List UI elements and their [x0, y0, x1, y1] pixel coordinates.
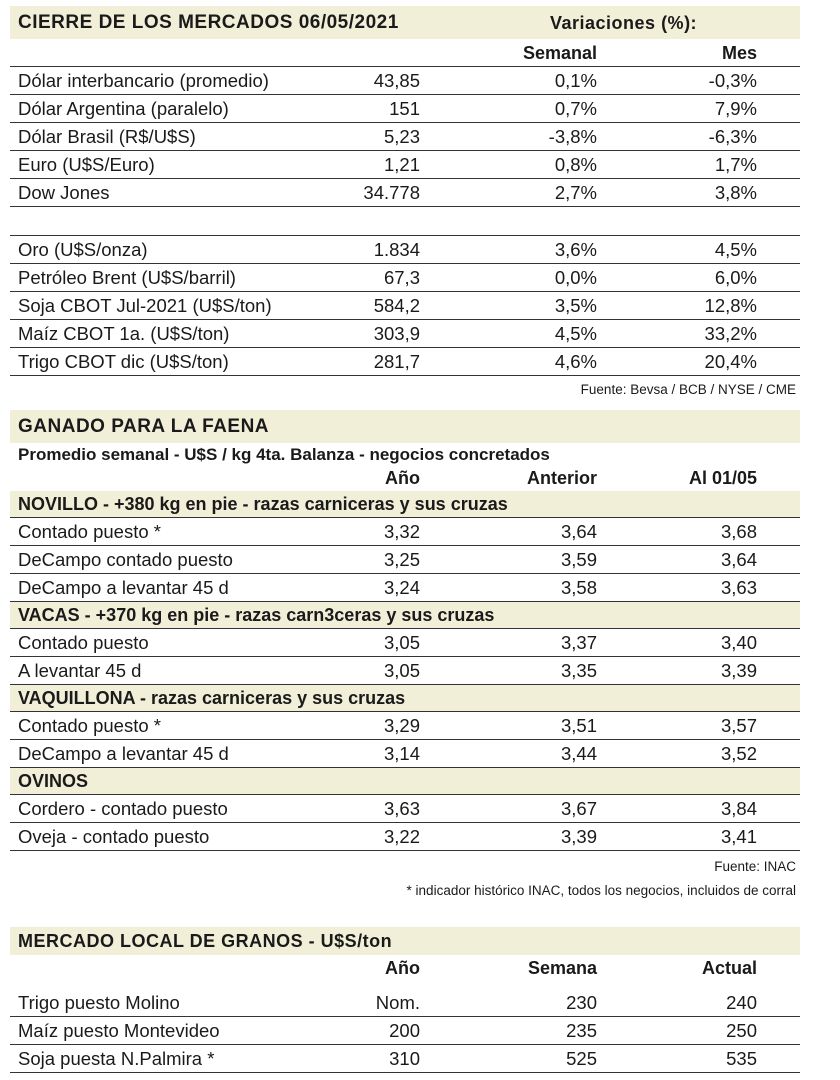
table-row [10, 1045, 800, 1073]
row-label: Petróleo Brent (U$S/barril) [18, 267, 236, 288]
row-value-3: 3,57 [720, 715, 757, 736]
row-value-3: 33,2% [704, 323, 757, 344]
cattle-title: GANADO PARA LA FAENA [10, 410, 800, 443]
row-value-2: 4,6% [554, 351, 597, 372]
row-value-1: 310 [389, 1048, 420, 1069]
row-value-1: Nom. [375, 992, 420, 1013]
row-label: DeCampo contado puesto [18, 549, 233, 570]
table-row [10, 795, 800, 823]
table-row [10, 95, 800, 123]
table-row [10, 740, 800, 768]
row-value-2: 525 [566, 1048, 597, 1069]
col-al: Al 01/05 [688, 468, 757, 488]
row-value-3: 3,41 [720, 826, 757, 847]
row-label: Euro (U$S/Euro) [18, 154, 155, 175]
markets-section [10, 6, 800, 397]
row-value-2: 3,37 [560, 632, 597, 653]
markets-source: Fuente: Bevsa / BCB / NYSE / CME [580, 382, 796, 397]
markets-title: CIERRE DE LOS MERCADOS 06/05/2021 [18, 12, 399, 33]
row-value-1: 3,05 [383, 632, 420, 653]
row-label: Soja puesta N.Palmira * [18, 1048, 215, 1069]
row-label: DeCampo a levantar 45 d [18, 743, 229, 764]
grains-spacer [10, 981, 800, 989]
row-value-2: -3,8% [548, 126, 597, 147]
cattle-group-header: VAQUILLONA - razas carniceras y sus cruzas [10, 685, 800, 712]
col-ano: Año [385, 958, 420, 978]
row-value-1: 281,7 [373, 351, 420, 372]
row-value-3: 240 [726, 992, 757, 1013]
row-value-2: 3,44 [560, 743, 597, 764]
row-value-2: 3,67 [560, 798, 597, 819]
row-value-2: 3,35 [560, 660, 597, 681]
table-row [10, 823, 800, 851]
table-row [10, 264, 800, 292]
row-label: Oro (U$S/onza) [18, 239, 148, 260]
row-value-1: 34.778 [363, 182, 420, 203]
table-row [10, 546, 800, 574]
row-value-1: 3,63 [383, 798, 420, 819]
row-value-2: 0,1% [554, 70, 597, 91]
row-value-1: 3,32 [383, 521, 420, 542]
row-value-1: 584,2 [373, 295, 420, 316]
row-value-2: 3,39 [560, 826, 597, 847]
cattle-section [10, 410, 800, 898]
row-value-1: 3,25 [383, 549, 420, 570]
row-label: Trigo CBOT dic (U$S/ton) [18, 351, 229, 372]
row-value-3: 3,8% [714, 182, 757, 203]
row-value-2: 2,7% [554, 182, 597, 203]
row-value-1: 200 [389, 1020, 420, 1041]
table-row [10, 518, 800, 546]
row-value-3: -6,3% [708, 126, 757, 147]
row-value-1: 303,9 [373, 323, 420, 344]
row-label: Trigo puesto Molino [18, 992, 180, 1013]
table-row [10, 292, 800, 320]
row-value-2: 3,6% [554, 239, 597, 260]
row-label: DeCampo a levantar 45 d [18, 577, 229, 598]
grains-section [10, 927, 800, 1073]
row-value-2: 235 [566, 1020, 597, 1041]
row-label: Dow Jones [18, 182, 110, 203]
row-value-2: 3,64 [560, 521, 597, 542]
table-row [10, 989, 800, 1017]
table-row [10, 574, 800, 602]
cattle-group-header: OVINOS [10, 768, 800, 795]
cattle-group-header: VACAS - +370 kg en pie - razas carn3ceras y sus cruzas [10, 602, 800, 629]
col-actual: Actual [701, 958, 757, 978]
row-label: Dólar Brasil (R$/U$S) [18, 126, 196, 147]
table-row [10, 123, 800, 151]
table-row [10, 151, 800, 179]
row-value-3: 535 [726, 1048, 757, 1069]
row-value-3: 12,8% [704, 295, 757, 316]
table-row [10, 1017, 800, 1045]
row-value-1: 3,29 [383, 715, 420, 736]
markets-header [10, 6, 800, 39]
row-value-1: 3,14 [383, 743, 420, 764]
cattle-subtitle: Promedio semanal - U$S / kg 4ta. Balanza - negocios concretados [18, 445, 550, 464]
row-label: Oveja - contado puesto [18, 826, 210, 847]
row-value-3: 4,5% [714, 239, 757, 260]
row-label: Contado puesto * [18, 521, 161, 542]
cattle-note: * indicador histórico INAC, todos los negocios, incluidos de corral [406, 883, 796, 898]
row-value-1: 3,22 [383, 826, 420, 847]
grains-column-headers [10, 955, 800, 981]
grains-rows [10, 989, 800, 1073]
row-value-1: 1,21 [383, 154, 420, 175]
row-value-3: 3,63 [720, 577, 757, 598]
row-value-1: 1.834 [373, 239, 420, 260]
markets-column-headers [10, 39, 800, 67]
row-value-3: 3,84 [720, 798, 757, 819]
table-row [10, 179, 800, 207]
cattle-column-headers [10, 467, 800, 491]
table-row [10, 629, 800, 657]
table-row [10, 320, 800, 348]
row-label: Maíz puesto Montevideo [18, 1020, 220, 1041]
spacer-row [10, 207, 800, 236]
row-value-3: -0,3% [708, 70, 757, 91]
row-value-1: 43,85 [373, 70, 420, 91]
row-value-3: 3,40 [720, 632, 757, 653]
markets-group-a [10, 67, 800, 207]
table-row [10, 236, 800, 264]
col-anterior: Anterior [526, 468, 597, 488]
markets-group-b [10, 236, 800, 376]
row-label: Dólar interbancario (promedio) [18, 70, 269, 91]
row-value-2: 230 [566, 992, 597, 1013]
row-value-1: 67,3 [383, 267, 420, 288]
col-semana: Semana [527, 958, 597, 978]
row-label: Cordero - contado puesto [18, 798, 228, 819]
row-value-3: 6,0% [714, 267, 757, 288]
grains-title: MERCADO LOCAL DE GRANOS - U$S/ton [10, 927, 800, 955]
row-value-3: 3,39 [720, 660, 757, 681]
row-value-2: 3,5% [554, 295, 597, 316]
cattle-groups [10, 491, 800, 851]
row-value-1: 151 [389, 98, 420, 119]
row-value-1: 3,24 [383, 577, 420, 598]
row-value-2: 4,5% [554, 323, 597, 344]
table-row [10, 67, 800, 95]
table-row [10, 348, 800, 376]
cattle-source: Fuente: INAC [714, 859, 796, 874]
row-value-3: 1,7% [714, 154, 757, 175]
row-value-2: 3,58 [560, 577, 597, 598]
row-value-3: 3,68 [720, 521, 757, 542]
row-value-2: 0,7% [554, 98, 597, 119]
row-value-2: 3,59 [560, 549, 597, 570]
col-ano: Año [385, 468, 420, 488]
variations-label: Variaciones (%): [550, 13, 698, 33]
col-mes: Mes [721, 43, 757, 63]
table-row [10, 712, 800, 740]
row-value-3: 3,64 [720, 549, 757, 570]
row-value-1: 5,23 [383, 126, 420, 147]
row-value-3: 3,52 [720, 743, 757, 764]
col-semanal: Semanal [522, 43, 597, 63]
row-value-3: 7,9% [714, 98, 757, 119]
row-label: Maíz CBOT 1a. (U$S/ton) [18, 323, 230, 344]
row-value-3: 250 [726, 1020, 757, 1041]
row-value-2: 0,8% [554, 154, 597, 175]
row-label: Dólar Argentina (paralelo) [18, 98, 229, 119]
row-label: A levantar 45 d [18, 660, 142, 681]
row-label: Soja CBOT Jul-2021 (U$S/ton) [18, 295, 272, 316]
row-value-2: 3,51 [560, 715, 597, 736]
row-value-1: 3,05 [383, 660, 420, 681]
row-value-3: 20,4% [704, 351, 757, 372]
row-label: Contado puesto * [18, 715, 161, 736]
cattle-group-header: NOVILLO - +380 kg en pie - razas carniceras y sus cruzas [10, 491, 800, 518]
row-value-2: 0,0% [554, 267, 597, 288]
table-row [10, 657, 800, 685]
row-label: Contado puesto [18, 632, 149, 653]
